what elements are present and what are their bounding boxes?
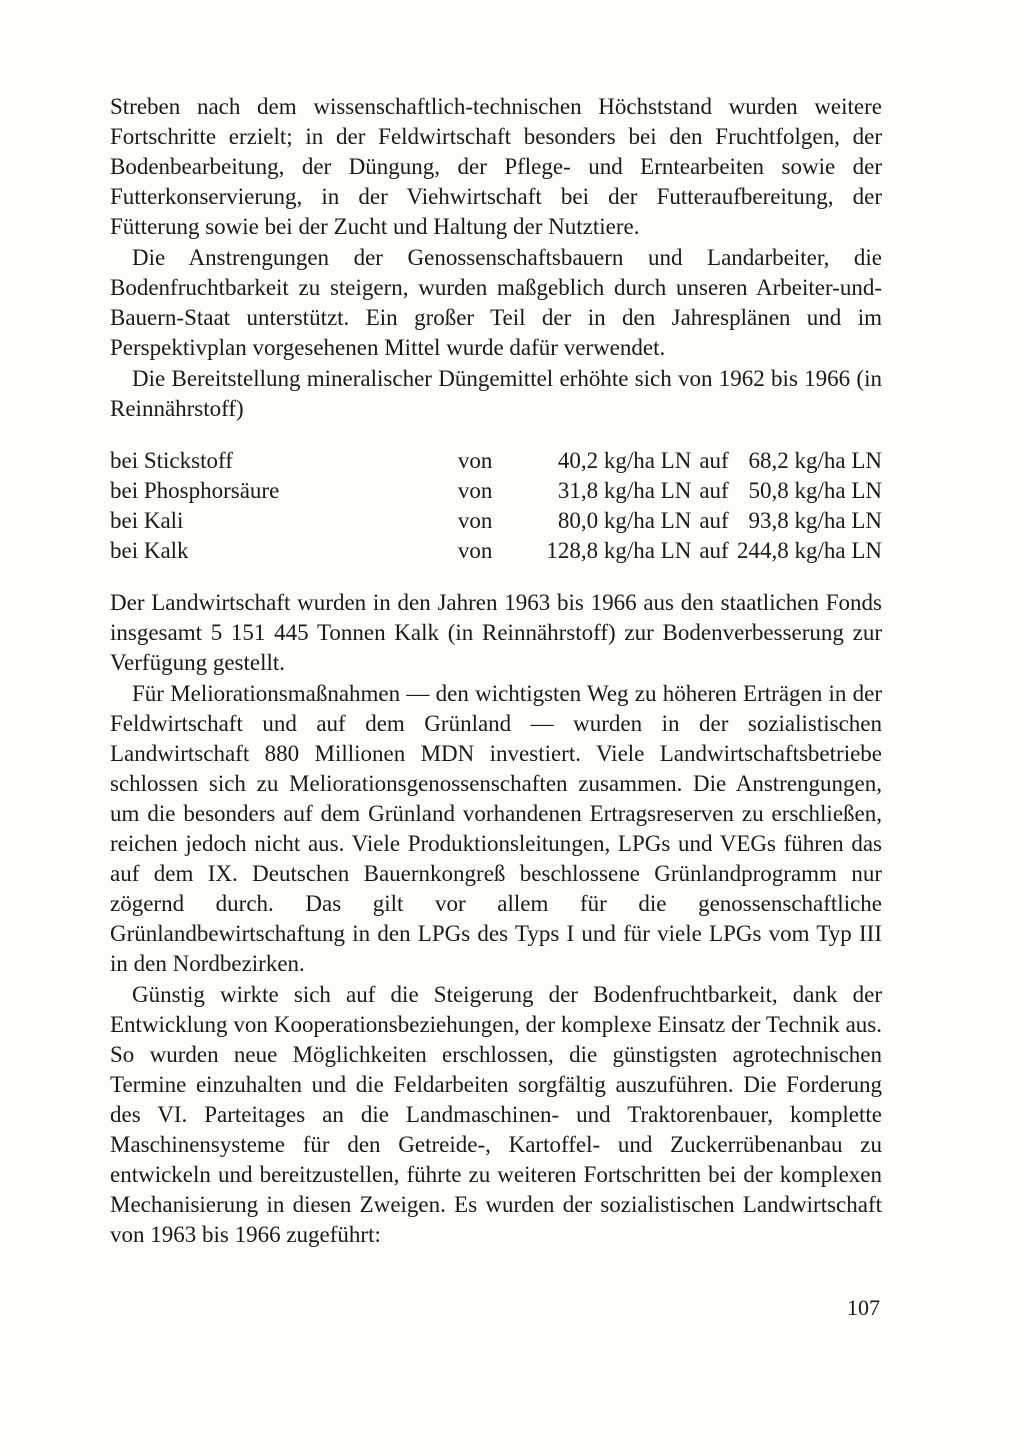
to-value: 50,8 kg/ha LN <box>748 478 882 503</box>
body-text <box>110 92 882 1250</box>
paragraph: Für Meliorationsmaßnahmen — den wichtigsten Weg zu höheren Erträgen in der Feldwirtschaft und auf dem Grünland — wurden in der sozialistischen Landwirtschaft 880 Millionen MDN investiert. Viele Landwirtschaftsbetriebe schlossen sich zu Meliorationsgenossenschaften zusammen. Die Anstrengungen, um die besonders auf dem Grünland vorhandenen Ertragsreserven zu erschließen, reichen jedoch nicht aus. Viele Produktionsleitungen, LPGs und VEGs führen das auf dem IX. Deutschen Bauernkongreß beschlossene Grünlandprogramm nur zögernd durch. Das gilt vor allem für die genossenschaftliche Grünlandbewirtschaftung in den LPGs des Typs I und für viele LPGs vom Typ III in den Nordbezirken. <box>110 681 882 976</box>
to-value: 68,2 kg/ha LN <box>748 448 882 473</box>
nutrient-name: bei Phosphorsäure <box>110 478 280 503</box>
from-value: 128,8 kg/ha LN <box>546 538 692 563</box>
table-row <box>110 506 882 536</box>
nutrient-name: bei Kali <box>110 508 184 533</box>
from-word: von <box>457 538 493 563</box>
main-paragraphs <box>110 588 882 1250</box>
paragraph: Der Landwirtschaft wurden in den Jahren 1963 bis 1966 aus den staatlichen Fonds insgesamt 5 151 445 Tonnen Kalk (in Reinnährstoff) zur Bodenverbesserung zur Verfügung gestellt. <box>110 590 882 675</box>
to-word: auf <box>699 538 729 563</box>
fertilizer-table <box>110 446 882 566</box>
from-value: 40,2 kg/ha LN <box>557 448 692 473</box>
paragraph: Günstig wirkte sich auf die Steigerung der Bodenfruchtbarkeit, dank der Entwicklung von Kooperationsbeziehungen, der komplexe Einsatz der Technik aus. So wurden neue Möglichkeiten erschlossen, die günstigsten agrotechnischen Termine einzuhalten und die Feldarbeiten sorgfältig auszuführen. Die Forderung des VI. Parteitages an die Landmaschinen- und Traktorenbauer, komplette Maschinensysteme für den Getreide-, Kartoffel- und Zuckerrübenanbau zu entwickeln und bereitzustellen, führte zu weiteren Fortschritten bei der komplexen Mechanisierung in diesen Zweigen. Es wurden der sozialistischen Landwirtschaft von 1963 bis 1966 zugeführt: <box>110 982 882 1247</box>
to-value: 244,8 kg/ha LN <box>736 538 882 563</box>
nutrient-name: bei Stickstoff <box>110 448 233 473</box>
paragraph: Die Anstrengungen der Genossenschaftsbauern und Landarbeiter, die Bodenfruchtbarkeit zu steigern, wurden maßgeblich durch unseren Arbeiter-und-Bauern-Staat unterstützt. Ein großer Teil der in den Jahresplänen und im Perspektivplan vorgesehenen Mittel wurde dafür verwendet. <box>110 245 882 360</box>
from-value: 31,8 kg/ha LN <box>557 478 692 503</box>
table-row <box>110 476 882 506</box>
intro-paragraphs <box>110 92 882 424</box>
to-value: 93,8 kg/ha LN <box>748 508 882 533</box>
from-word: von <box>457 448 493 473</box>
to-word: auf <box>699 508 729 533</box>
paragraph: Die Bereitstellung mineralischer Düngemittel erhöhte sich von 1962 bis 1966 (in Reinnährstoff) <box>110 366 882 421</box>
page-number: 107 <box>847 1295 880 1320</box>
from-value: 80,0 kg/ha LN <box>557 508 692 533</box>
from-word: von <box>457 478 493 503</box>
to-word: auf <box>699 478 729 503</box>
table-row <box>110 536 882 566</box>
nutrient-name: bei Kalk <box>110 538 189 563</box>
table-row <box>110 446 882 476</box>
paragraph: Streben nach dem wissenschaftlich-technischen Höchststand wurden weitere Fortschritte erzielt; in der Feldwirtschaft besonders bei den Fruchtfolgen, der Bodenbearbeitung, der Düngung, der Pflege- und Erntearbeiten sowie der Futterkonservierung, in der Viehwirtschaft bei der Futteraufbereitung, der Fütterung sowie bei der Zucht und Haltung der Nutztiere. <box>110 94 882 239</box>
to-word: auf <box>699 448 729 473</box>
from-word: von <box>457 508 493 533</box>
